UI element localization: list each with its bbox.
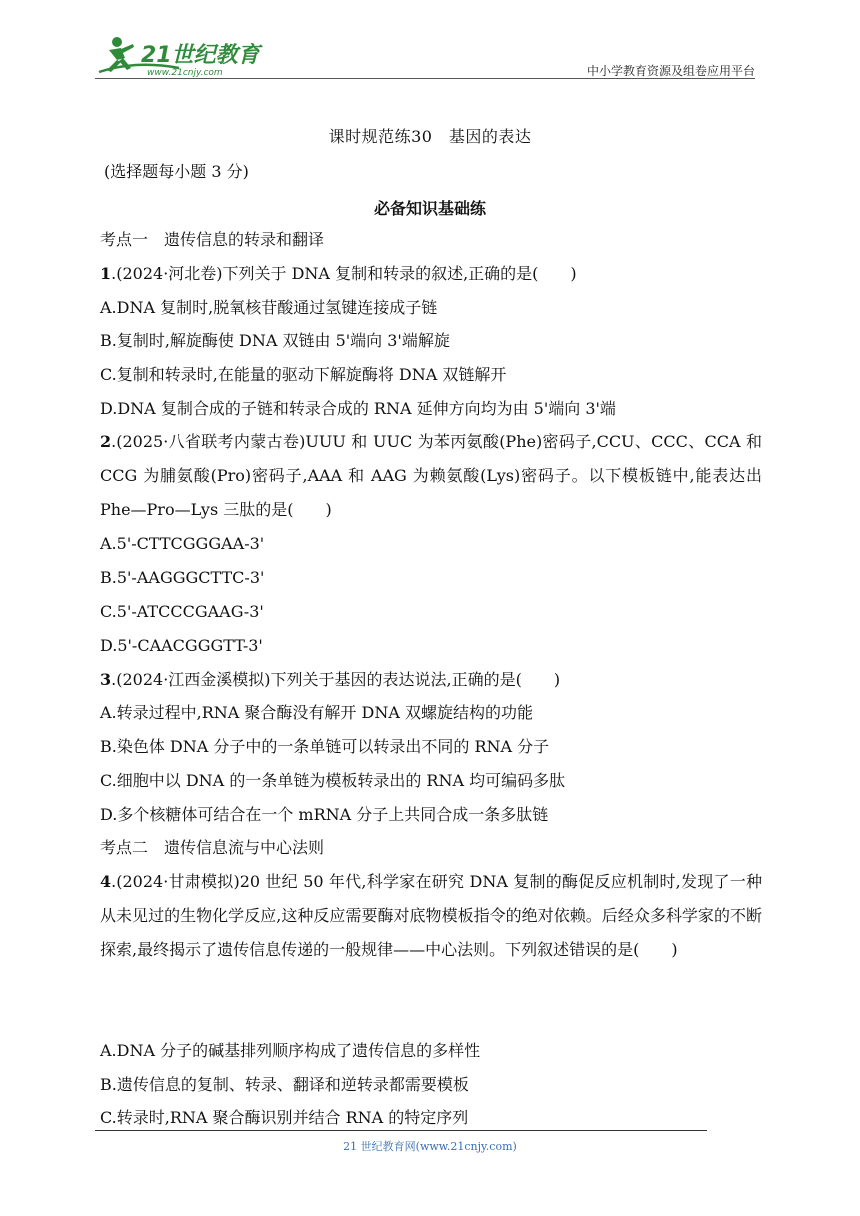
option-text: C.5'-ATCCCGAAG-3' <box>100 602 264 621</box>
option-text: B.遗传信息的复制、转录、翻译和逆转录都需要模板 <box>100 1075 469 1094</box>
option-text: C.复制和转录时,在能量的驱动下解旋酶将 DNA 双链解开 <box>100 365 507 384</box>
page-header <box>95 34 755 78</box>
option-text: A.DNA 复制时,脱氧核苷酸通过氢键连接成子链 <box>100 298 438 317</box>
option-text: B.复制时,解旋酶使 DNA 双链由 5'端向 3'端解旋 <box>100 331 450 350</box>
option-text: C.转录时,RNA 聚合酶识别并结合 RNA 的特定序列 <box>100 1108 469 1127</box>
header-divider <box>95 78 755 79</box>
question-1-stem <box>100 264 577 284</box>
question-number: 3 <box>100 670 112 689</box>
question-number: 4 <box>100 872 112 891</box>
question-text: .(2024·河北卷)下列关于 DNA 复制和转录的叙述,正确的是( ) <box>111 264 577 283</box>
option-text: A.5'-CTTCGGGAA-3' <box>100 534 265 553</box>
header-platform-text: 中小学教育资源及组卷应用平台 <box>586 64 755 78</box>
topic-2-heading: 考点二 遗传信息流与中心法则 <box>100 838 325 857</box>
question-text: .(2024·甘肃模拟)20 世纪 50 年代,科学家在研究 DNA 复制的酶促反应机制时,发现了一种从未见过的生物化学反应,这种反应需要酶对底物模板指令的绝对依赖。后经众多科学家的不断探索,最终揭示了遗传信息传递的一般规律——中心法则。下列叙述错误的是( ) <box>100 872 762 959</box>
topic-1-heading: 考点一 遗传信息的转录和翻译 <box>100 230 325 249</box>
footer-link[interactable]: 21 世纪教育网(www.21cnjy.com) <box>343 1140 517 1153</box>
option-text: A.DNA 分子的碱基排列顺序构成了遗传信息的多样性 <box>100 1041 481 1060</box>
option-text: A.转录过程中,RNA 聚合酶没有解开 DNA 双螺旋结构的功能 <box>100 703 533 722</box>
question-number: 1 <box>100 264 112 283</box>
option-text: C.细胞中以 DNA 的一条单链为模板转录出的 RNA 均可编码多肽 <box>100 771 566 790</box>
logo-url-text: www.21cnjy.com <box>147 68 223 78</box>
section-title: 必备知识基础练 <box>373 199 486 218</box>
question-text: .(2025·八省联考内蒙古卷)UUU 和 UUC 为苯丙氨酸(Phe)密码子,CCU、CCC、CCA 和 CCG 为脯氨酸(Pro)密码子,AAA 和 AAG 为赖氨酸(Lys)密码子。以下模板链中,能表达出 Phe—Pro—Lys 三肽的是( ) <box>100 432 762 519</box>
option-text: B.5'-AAGGGCTTC-3' <box>100 568 265 587</box>
footer-divider <box>95 1130 707 1131</box>
question-2-stem <box>100 425 762 527</box>
page-title: 课时规范练30 基因的表达 <box>328 127 532 146</box>
option-text: D.DNA 复制合成的子链和转录合成的 RNA 延伸方向均为由 5'端向 3'端 <box>100 399 616 418</box>
score-note: (选择题每小题 3 分) <box>104 162 249 181</box>
option-text: B.染色体 DNA 分子中的一条单链可以转录出不同的 RNA 分子 <box>100 737 550 756</box>
question-3-stem <box>100 670 560 690</box>
logo-text: 21世纪教育 <box>141 43 260 68</box>
logo <box>95 34 265 78</box>
question-4-stem <box>100 865 762 967</box>
option-text: D.5'-CAACGGGTT-3' <box>100 636 263 655</box>
question-text: .(2024·江西金溪模拟)下列关于基因的表达说法,正确的是( ) <box>111 670 561 689</box>
question-number: 2 <box>100 432 112 451</box>
option-text: D.多个核糖体可结合在一个 mRNA 分子上共同合成一条多肽链 <box>100 805 549 824</box>
